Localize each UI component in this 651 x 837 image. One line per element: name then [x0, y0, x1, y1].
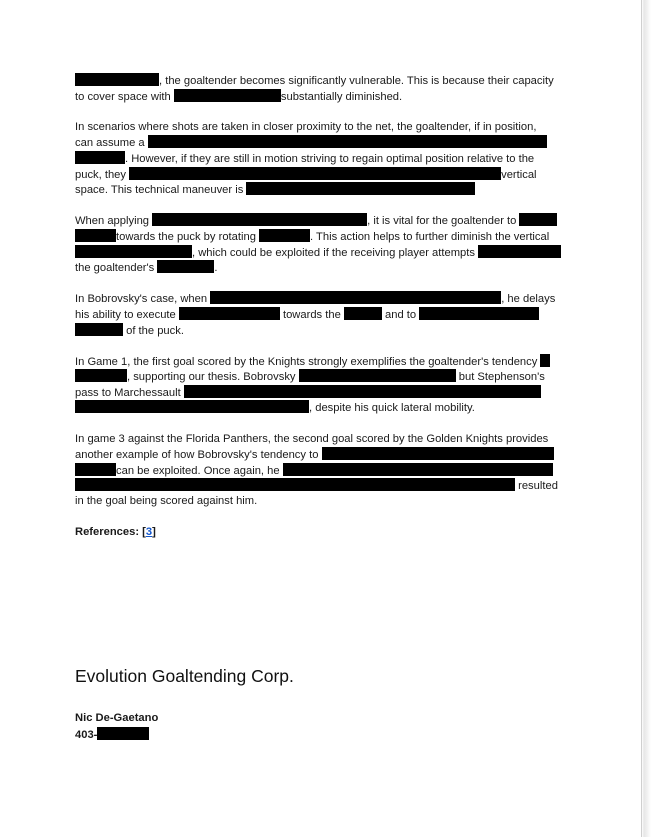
text-line: resulted — [518, 480, 558, 493]
paragraph-4 — [75, 291, 575, 338]
redaction-box — [75, 400, 309, 413]
text-line: towards the — [282, 308, 344, 321]
paragraph-2 — [75, 120, 575, 198]
text-line: but Stephenson's — [458, 371, 545, 384]
company-name: Evolution Goaltending Corp. — [75, 666, 294, 686]
signature-name: Nic De-Gaetano — [75, 712, 159, 724]
redaction-box — [478, 245, 561, 258]
text-line: substantially diminished. — [280, 90, 403, 103]
redaction-box — [75, 478, 515, 491]
text-line: vertical — [501, 168, 537, 181]
text-line: , despite his quick lateral mobility. — [309, 402, 475, 415]
paragraph-5 — [75, 354, 575, 416]
text-line: can be exploited. Once again, he — [116, 464, 283, 477]
text-line: , he delays — [501, 293, 556, 306]
redaction-box — [540, 354, 550, 367]
paragraph-3 — [75, 213, 575, 275]
reference-link-3[interactable]: 3 — [145, 526, 153, 539]
document-body — [75, 73, 575, 541]
redaction-box — [179, 307, 280, 320]
redaction-box — [75, 245, 192, 258]
redaction-box — [419, 307, 539, 320]
redaction-box — [75, 73, 159, 86]
text-line: pass to Marchessault — [75, 386, 184, 399]
signature-block — [75, 711, 158, 743]
text-line: his ability to execute — [75, 308, 179, 321]
signature-phone — [75, 727, 158, 744]
redaction-box — [75, 229, 116, 242]
text-line: In Game 1, the first goal scored by the Knights strongly exemplifies the goaltender's tendency — [75, 355, 541, 368]
references-label: References: — [75, 526, 143, 539]
redaction-box — [322, 447, 554, 460]
redaction-box — [97, 727, 149, 740]
references — [75, 525, 575, 541]
redaction-box — [344, 307, 382, 320]
text-line: , supporting our thesis. Bobrovsky — [127, 371, 299, 384]
text-line: space. This technical maneuver is — [75, 184, 247, 197]
bracket: [ — [142, 526, 146, 539]
text-line: When applying — [75, 215, 153, 228]
redaction-box — [75, 463, 116, 476]
text-line: . This action helps to further diminish the vertical — [310, 230, 550, 243]
redaction-box — [75, 369, 127, 382]
text-line: puck, they — [75, 168, 130, 181]
redaction-box — [152, 213, 367, 226]
page-edge — [641, 0, 651, 837]
text-line: of the puck. — [126, 324, 184, 337]
redaction-box — [174, 89, 281, 102]
text-line: In game 3 against the Florida Panthers, the second goal scored by the Golden Knights provides — [75, 432, 549, 445]
text-line: to cover space with — [75, 90, 174, 103]
text-line: , the goaltender becomes significantly vulnerable. This is because their capacity — [159, 75, 554, 87]
text-line: another example of how Bobrovsky's tendency to — [75, 449, 322, 462]
redaction-box — [148, 135, 547, 148]
paragraph-1 — [75, 73, 575, 104]
redaction-box — [184, 385, 541, 398]
bracket: ] — [152, 526, 156, 539]
text-line: can assume a — [75, 137, 148, 150]
phone-prefix: 403- — [75, 728, 98, 741]
redaction-box — [519, 213, 557, 226]
redaction-box — [129, 167, 501, 180]
text-line: , it is vital for the goaltender to — [367, 215, 520, 228]
redaction-box — [157, 260, 214, 273]
redaction-box — [75, 323, 123, 336]
paragraph-6 — [75, 432, 575, 510]
redaction-box — [246, 182, 475, 195]
text-line: and to — [385, 308, 420, 321]
text-line: the goaltender's — [75, 262, 158, 275]
text-line: . — [214, 262, 218, 275]
redaction-box — [75, 151, 125, 164]
text-line: In scenarios where shots are taken in closer proximity to the net, the goaltender, if in position, — [75, 120, 537, 133]
text-line: In Bobrovsky's case, when — [75, 293, 211, 306]
text-line: towards the puck by rotating — [116, 230, 260, 243]
text-line: . However, if they are still in motion striving to regain optimal position relative to the — [125, 152, 535, 165]
text-line: , which could be exploited if the receiving player attempts — [192, 246, 479, 259]
redaction-box — [259, 229, 310, 242]
text-line: in the goal being scored against him. — [75, 495, 258, 508]
redaction-box — [283, 463, 553, 476]
redaction-box — [299, 369, 456, 382]
redaction-box — [210, 291, 501, 304]
